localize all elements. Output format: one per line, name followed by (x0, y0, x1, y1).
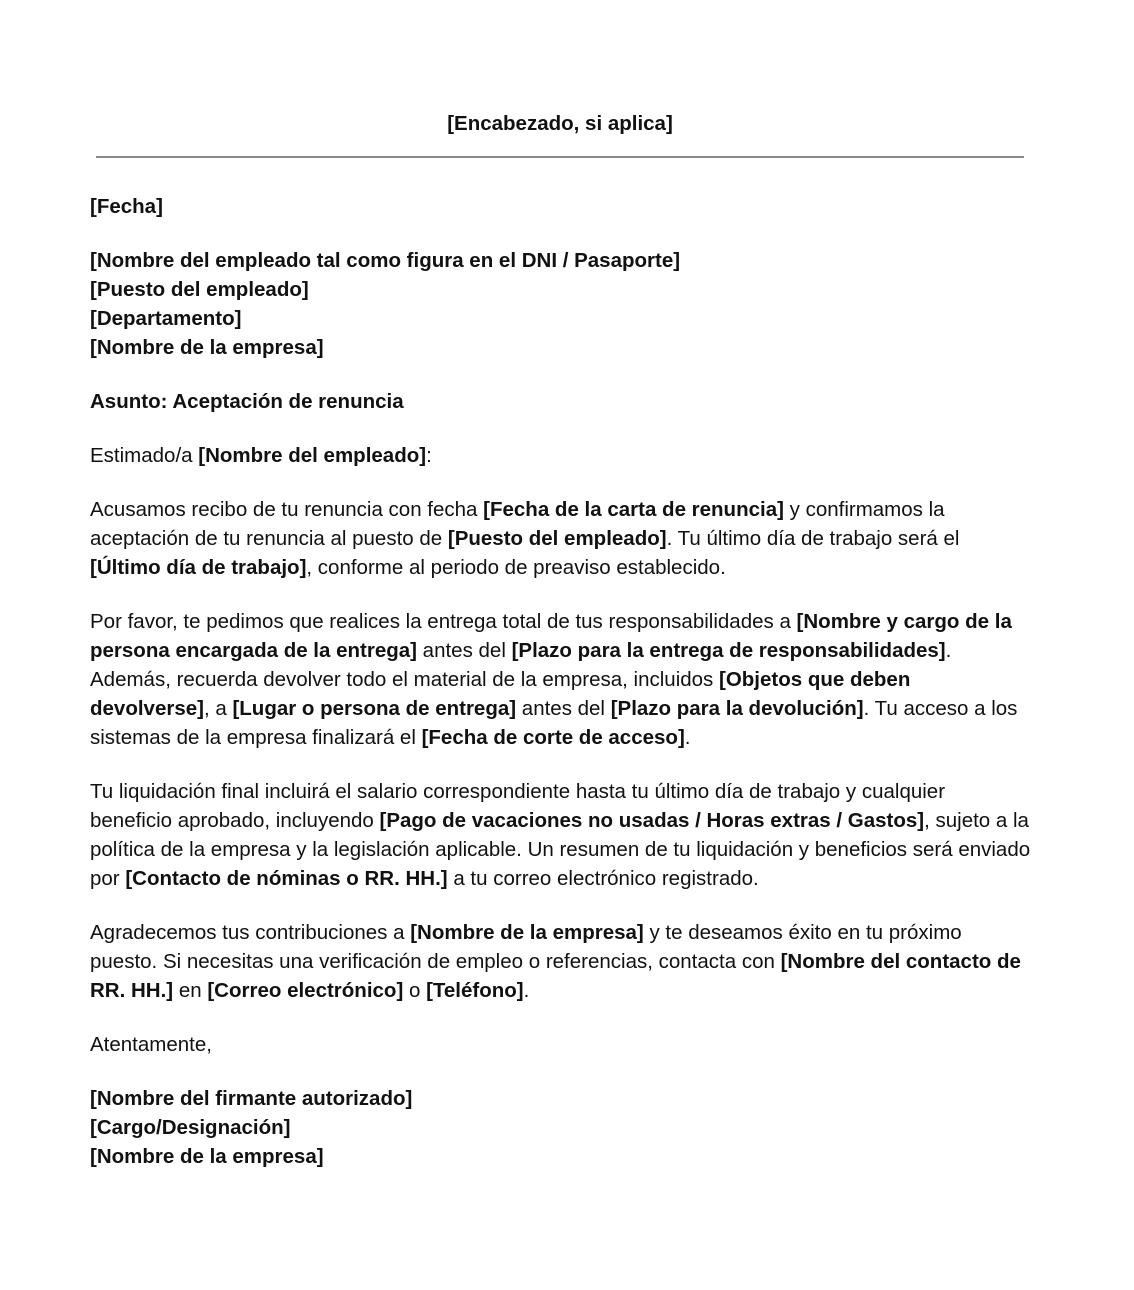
paragraph-text: . Tu acceso a los sistemas de la empresa finalizará el (90, 697, 1018, 749)
paragraph-acceptance (90, 495, 1032, 582)
placeholder-return-items: [Objetos que deben devolverse] (90, 668, 911, 720)
letter-body (90, 192, 1032, 1196)
paragraph-text: antes del (416, 639, 512, 662)
signature-block (90, 1084, 1032, 1171)
header-divider (96, 156, 1024, 158)
signer-title: [Cargo/Designación] (90, 1116, 291, 1139)
greeting-name: [Nombre del empleado] (198, 444, 427, 467)
placeholder-payments: [Pago de vacaciones no usadas / Horas extras / Gastos] (379, 809, 925, 832)
signer-name: [Nombre del firmante autorizado] (90, 1087, 413, 1110)
signer-company: [Nombre de la empresa] (90, 1145, 324, 1168)
placeholder-payroll-contact: [Contacto de nóminas o RR. HH.] (125, 867, 448, 890)
paragraph-text: o (403, 979, 427, 1002)
placeholder-position: [Puesto del empleado] (447, 527, 667, 550)
paragraph-text: . Además, recuerda devolver todo el material de la empresa, incluidos (90, 639, 952, 691)
subject-line (90, 387, 1032, 416)
closing-text: Atentamente, (90, 1033, 212, 1056)
paragraph-text: en (173, 979, 208, 1002)
date-placeholder: [Fecha] (90, 195, 163, 218)
placeholder-resignation-date: [Fecha de la carta de renuncia] (483, 498, 784, 521)
placeholder-phone: [Teléfono] (426, 979, 524, 1002)
greeting-suffix: : (426, 444, 432, 467)
paragraph-text: y confirmamos la aceptación de tu renuncia al puesto de (90, 498, 945, 550)
paragraph-text: Tu liquidación final incluirá el salario correspondiente hasta tu último día de trabajo y cualquier beneficio aprobado, incluyendo (90, 780, 946, 832)
placeholder-access-cutoff: [Fecha de corte de acceso] (421, 726, 685, 749)
paragraph-text: . (523, 979, 530, 1002)
closing-line (90, 1030, 1032, 1059)
paragraph-text: y te deseamos éxito en tu próximo puesto. Si necesitas una verificación de empleo o referencias, contacta con (90, 921, 962, 973)
paragraph-text: Por favor, te pedimos que realices la entrega total de tus responsabilidades a (90, 610, 797, 633)
placeholder-hr-contact: [Nombre del contacto de RR. HH.] (90, 950, 1021, 1002)
placeholder-return-deadline: [Plazo para la devolución] (610, 697, 864, 720)
placeholder-company-name: [Nombre de la empresa] (410, 921, 644, 944)
subject-text: Asunto: Aceptación de renuncia (90, 390, 404, 413)
placeholder-last-day: [Último día de trabajo] (90, 556, 307, 579)
placeholder-handover-deadline: [Plazo para la entrega de responsabilidades] (511, 639, 946, 662)
paragraph-text: antes del (516, 697, 611, 720)
recipient-position: [Puesto del empleado] (90, 278, 309, 301)
paragraph-text: a tu correo electrónico registrado. (447, 867, 759, 890)
paragraph-text: Agradecemos tus contribuciones a (90, 921, 411, 944)
paragraph-text: , a (203, 697, 233, 720)
recipient-block (90, 246, 1032, 362)
placeholder-return-place: [Lugar o persona de entrega] (232, 697, 517, 720)
recipient-name: [Nombre del empleado tal como figura en el DNI / Pasaporte] (90, 249, 681, 272)
greeting-line (90, 441, 1032, 470)
letter-header: [Encabezado, si aplica] (447, 112, 673, 135)
date-line (90, 192, 1032, 221)
placeholder-email: [Correo electrónico] (207, 979, 404, 1002)
paragraph-settlement (90, 777, 1032, 893)
paragraph-text: . Tu último día de trabajo será el (666, 527, 960, 550)
recipient-department: [Departamento] (90, 307, 242, 330)
paragraph-thanks (90, 918, 1032, 1005)
paragraph-text: , conforme al periodo de preaviso establecido. (306, 556, 726, 579)
placeholder-handover-person: [Nombre y cargo de la persona encargada de la entrega] (90, 610, 1012, 662)
recipient-company: [Nombre de la empresa] (90, 336, 324, 359)
paragraph-text: , sujeto a la política de la empresa y la legislación aplicable. Un resumen de tu liquidación y beneficios será enviado por (90, 809, 1031, 890)
paragraph-text: Acusamos recibo de tu renuncia con fecha (90, 498, 484, 521)
greeting-prefix: Estimado/a (90, 444, 199, 467)
paragraph-text: . (684, 726, 691, 749)
paragraph-handover (90, 607, 1032, 752)
